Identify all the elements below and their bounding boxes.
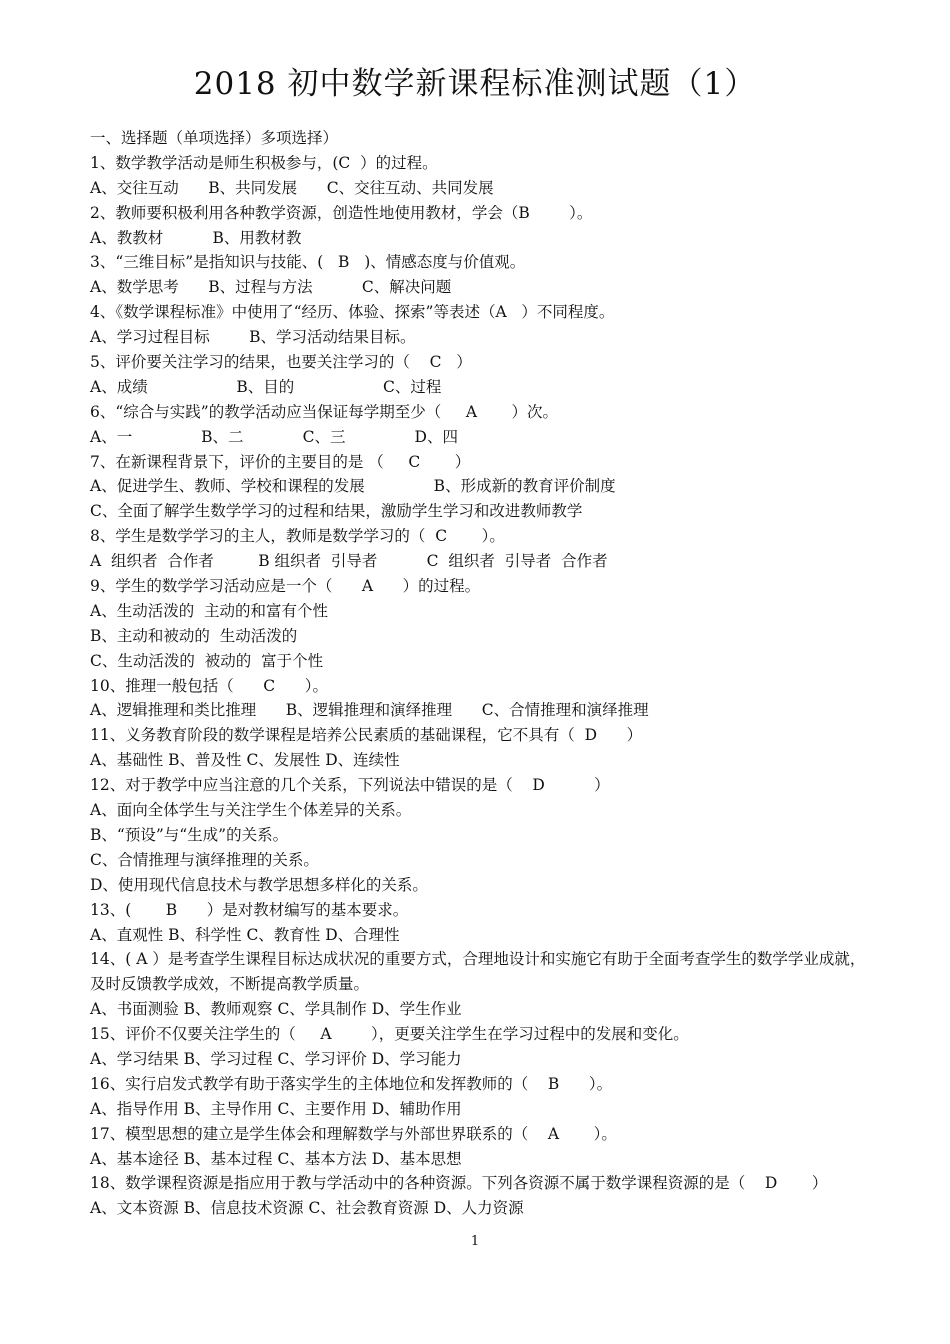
- options-18: A、文本资源 B、信息技术资源 C、社会教育资源 D、人力资源: [90, 1199, 524, 1218]
- question-14: 14、( A ）是考查学生课程目标达成状况的重要方式，合理地设计和实施它有助于全面考查学生的数学学业成就，及时反馈教学成效，不断提高教学质量。: [90, 950, 866, 994]
- options-15: A、学习结果 B、学习过程 C、学习评价 D、学习能力: [90, 1049, 462, 1068]
- options-2: A、教教材 B、用教材教: [90, 228, 302, 247]
- options-7b: C、全面了解学生数学学习的过程和结果，激励学生学习和改进教师教学: [90, 502, 583, 521]
- question-16: 16、实行启发式教学有助于落实学生的主体地位和发挥教师的（ B ）。: [90, 1074, 613, 1093]
- options-17: A、基本途径 B、基本过程 C、基本方法 D、基本思想: [90, 1149, 462, 1168]
- options-9c: C、生动活泼的 被动的 富于个性: [90, 651, 324, 670]
- question-1: 1、数学教学活动是师生积极参与，(C ）的过程。: [90, 153, 438, 172]
- options-9a: A、生动活泼的 主动的和富有个性: [90, 601, 329, 620]
- options-12b: B、“预设”与“生成”的关系。: [90, 825, 289, 844]
- page-title: 2018 初中数学新课程标准测试题（1）: [193, 66, 757, 102]
- question-11: 11、义务教育阶段的数学课程是培养公民素质的基础课程，它不具有（ D ）: [90, 726, 643, 745]
- page-number: 1: [470, 1234, 480, 1249]
- options-4: A、学习过程目标 B、学习活动结果目标。: [90, 328, 416, 347]
- options-14: A、书面测验 B、教师观察 C、学具制作 D、学生作业: [90, 1000, 462, 1019]
- options-6: A、一 B、二 C、三 D、四: [90, 427, 458, 446]
- question-18: 18、数学课程资源是指应用于教与学活动中的各种资源。下列各资源不属于数学课程资源的是（ D ）: [90, 1174, 828, 1193]
- question-13: 13、( B ）是对教材编写的基本要求。: [90, 900, 409, 919]
- question-10: 10、推理一般包括（ C ）。: [90, 676, 328, 695]
- options-1: A、交往互动 B、共同发展 C、交往互动、共同发展: [90, 178, 494, 197]
- question-6: 6、“综合与实践”的教学活动应当保证每学期至少（ A ）次。: [90, 402, 559, 421]
- question-15: 15、评价不仅要关注学生的（ A ），更要关注学生在学习过程中的发展和变化。: [90, 1025, 689, 1044]
- question-12: 12、对于教学中应当注意的几个关系，下列说法中错误的是（ D ）: [90, 776, 610, 795]
- question-5: 5、评价要关注学习的结果，也要关注学习的（ C ）: [90, 353, 472, 372]
- options-8: A 组织者 合作者 B 组织者 引导者 C 组织者 引导者 合作者: [90, 552, 608, 571]
- question-2: 2、教师要积极利用各种教学资源，创造性地使用教材，学会（B ）。: [90, 203, 593, 222]
- question-4: 4、《数学课程标准》中使用了“经历、体验、探索”等表述（A ）不同程度。: [90, 303, 615, 322]
- options-7a: A、促进学生、教师、学校和课程的发展 B、形成新的教育评价制度: [90, 477, 616, 496]
- options-10: A、逻辑推理和类比推理 B、逻辑推理和演绎推理 C、合情推理和演绎推理: [90, 701, 649, 720]
- options-3: A、数学思考 B、过程与方法 C、解决问题: [90, 278, 452, 297]
- options-11: A、基础性 B、普及性 C、发展性 D、连续性: [90, 751, 400, 770]
- question-9: 9、学生的数学学习活动应是一个（ A ）的过程。: [90, 577, 481, 596]
- question-3: 3、“三维目标”是指知识与技能、( B )、情感态度与价值观。: [90, 253, 526, 272]
- question-list: [90, 126, 870, 1221]
- options-9b: B、主动和被动的 生动活泼的: [90, 626, 298, 645]
- question-17: 17、模型思想的建立是学生体会和理解数学与外部世界联系的（ A ）。: [90, 1124, 617, 1143]
- options-12c: C、合情推理与演绎推理的关系。: [90, 850, 319, 869]
- options-12a: A、面向全体学生与关注学生个体差异的关系。: [90, 801, 412, 820]
- options-12d: D、使用现代信息技术与教学思想多样化的关系。: [90, 875, 428, 894]
- question-8: 8、学生是数学学习的主人，教师是数学学习的（ C ）。: [90, 527, 505, 546]
- question-7: 7、在新课程背景下，评价的主要目的是 （ C ）: [90, 452, 471, 471]
- options-5: A、成绩 B、目的 C、过程: [90, 377, 442, 396]
- options-13: A、直观性 B、科学性 C、教育性 D、合理性: [90, 925, 400, 944]
- section-heading: 一、选择题（单项选择）多项选择）: [90, 129, 339, 147]
- options-16: A、指导作用 B、主导作用 C、主要作用 D、辅助作用: [90, 1099, 462, 1118]
